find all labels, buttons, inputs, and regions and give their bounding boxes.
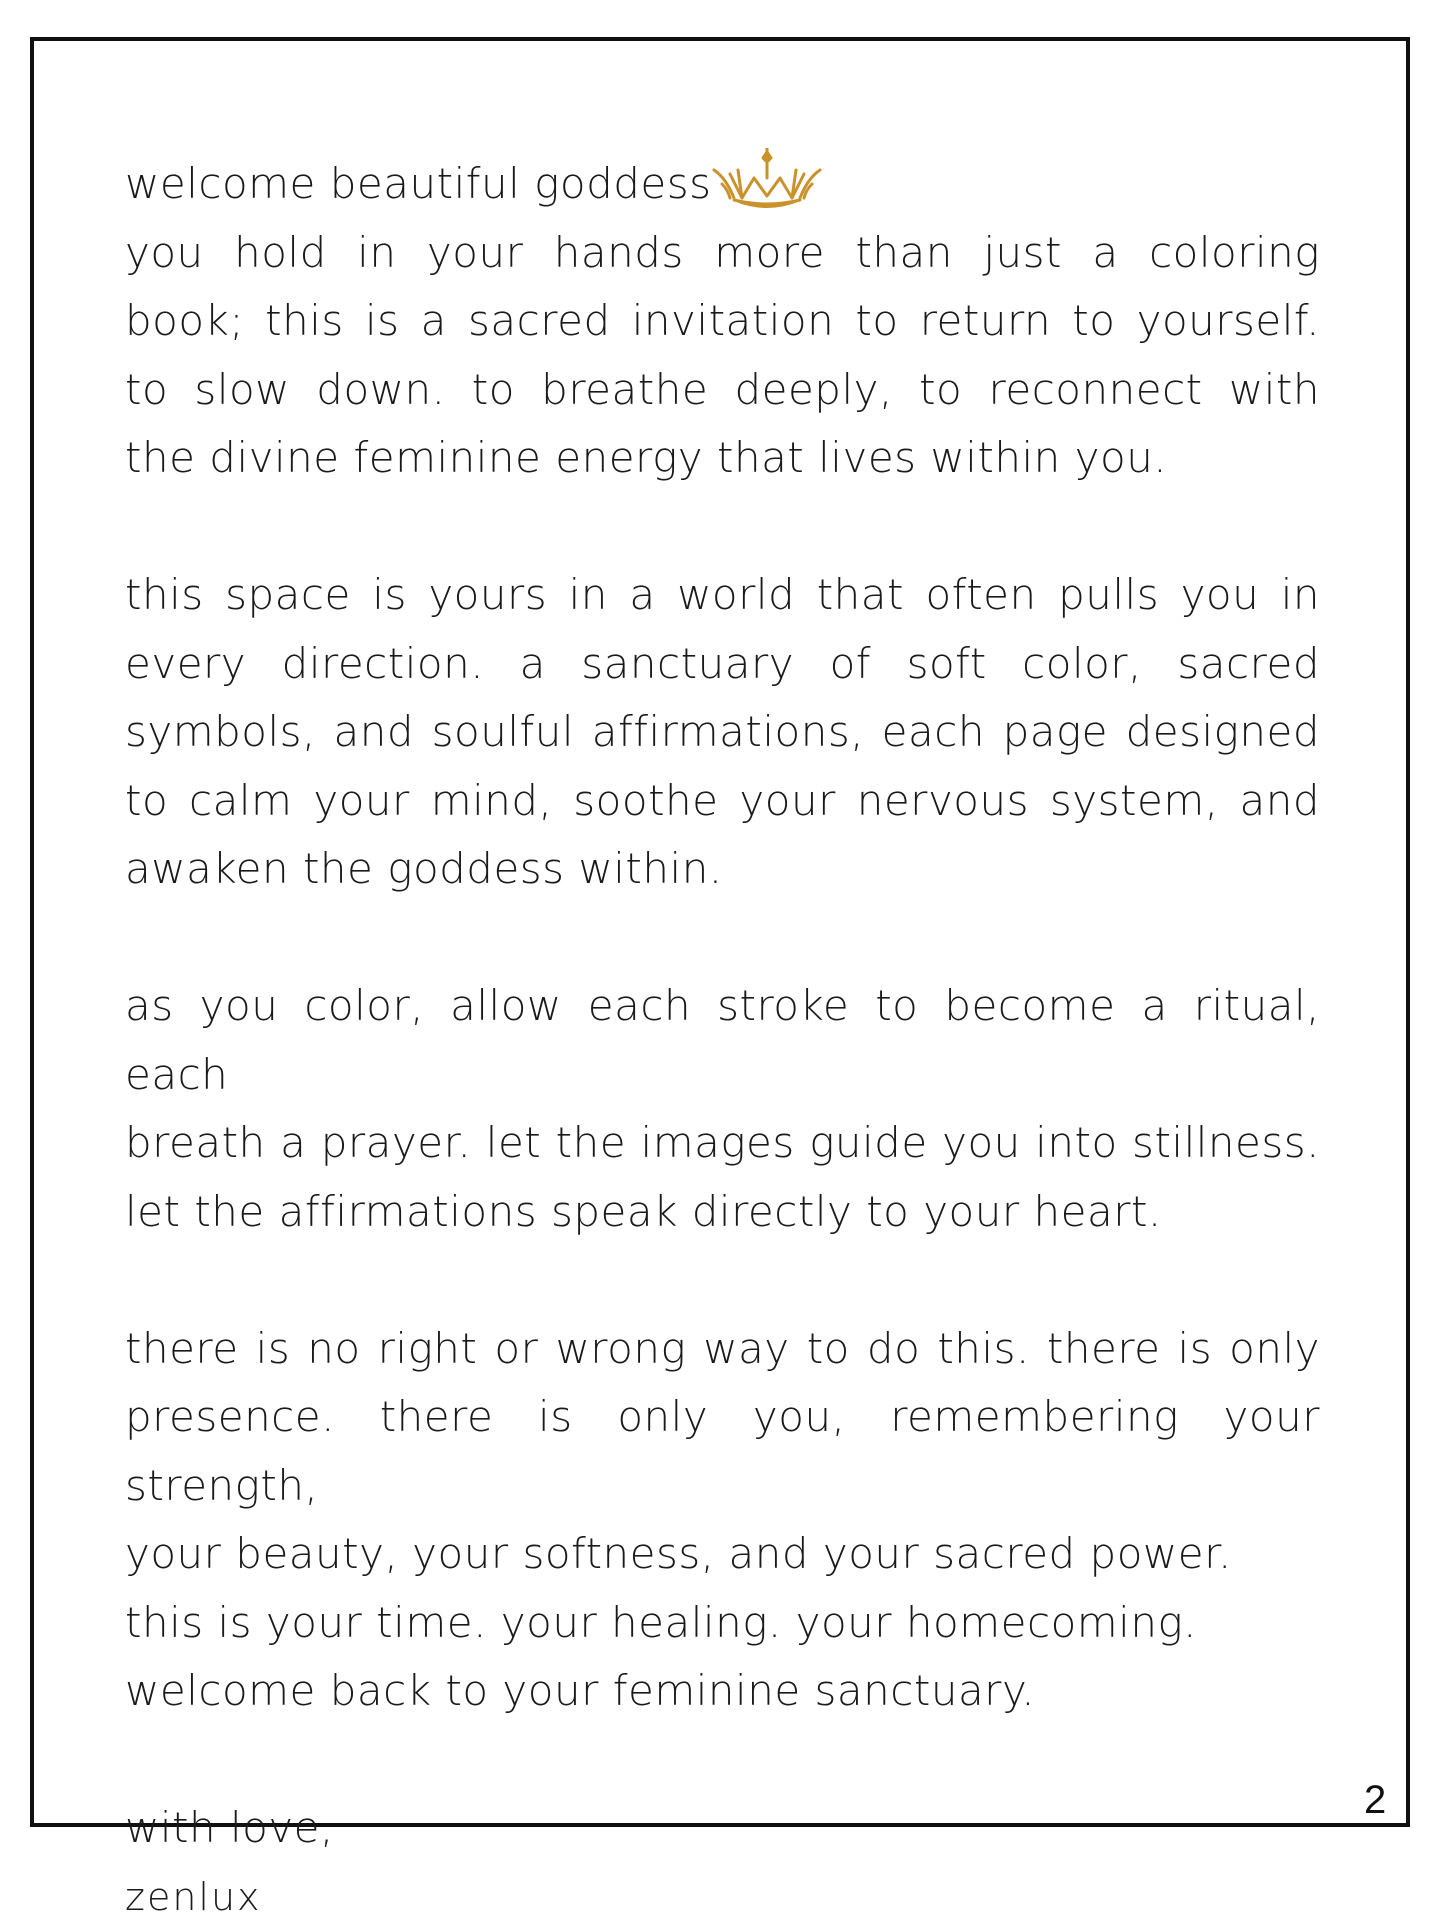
text-line: your beauty, your softness, and your sacred power.	[125, 1520, 1320, 1589]
paragraph-intro	[125, 219, 1320, 493]
text-line: let the affirmations speak directly to your heart.	[125, 1178, 1320, 1247]
page-number: 2	[1364, 1778, 1386, 1823]
text-line: to slow down. to breathe deeply, to reconnect with	[125, 356, 1320, 425]
text-line: book; this is a sacred invitation to return to yourself.	[125, 287, 1320, 356]
text-line: there is no right or wrong way to do this. there is only	[125, 1315, 1320, 1384]
text-line: to calm your mind, soothe your nervous system, and	[125, 767, 1320, 836]
greeting-heading	[125, 150, 1320, 219]
text-line: breath a prayer. let the images guide you into stillness.	[125, 1109, 1320, 1178]
greeting-text: welcome beautiful goddess	[125, 150, 712, 219]
text-line: this is your time. your healing. your homecoming.	[125, 1589, 1320, 1658]
text-line: you hold in your hands more than just a coloring	[125, 219, 1320, 288]
text-line: every direction. a sanctuary of soft color, sacred	[125, 630, 1320, 699]
text-line: as you color, allow each stroke to become a ritual, each	[125, 972, 1320, 1109]
text-line: symbols, and soulful affirmations, each page designed	[125, 698, 1320, 767]
signature-closing: with love,	[125, 1794, 1320, 1863]
letter-body	[125, 150, 1320, 1931]
text-line: this space is yours in a world that often pulls you in	[125, 561, 1320, 630]
text-line: welcome back to your feminine sanctuary.	[125, 1657, 1320, 1726]
signature-name: zenlux	[125, 1863, 1320, 1931]
signature-block	[125, 1794, 1320, 1931]
paragraph-space	[125, 561, 1320, 904]
text-line: presence. there is only you, remembering your strength,	[125, 1383, 1320, 1520]
paragraph-color	[125, 972, 1320, 1246]
crown-icon	[712, 148, 822, 214]
text-line: awaken the goddess within.	[125, 835, 1320, 904]
paragraph-presence	[125, 1315, 1320, 1726]
text-line: the divine feminine energy that lives within you.	[125, 424, 1320, 493]
